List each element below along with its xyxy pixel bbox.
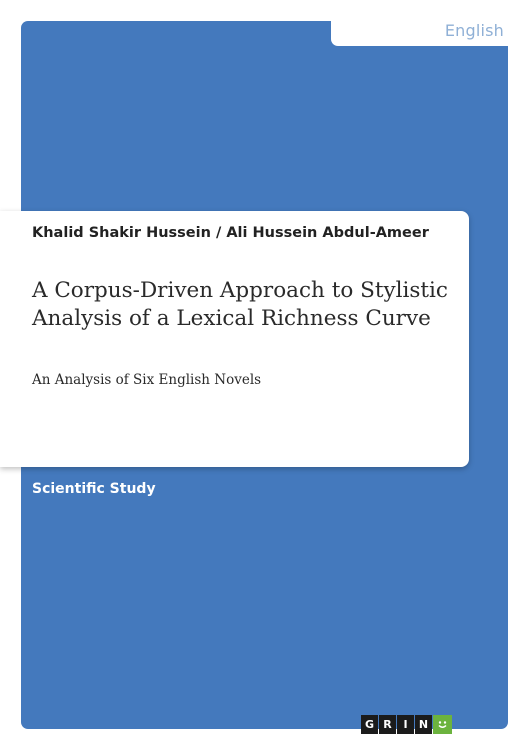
language-label[interactable]: English xyxy=(444,21,504,40)
book-title: A Corpus-Driven Approach to Stylistic Analysis of a Lexical Richness Curve xyxy=(32,278,448,331)
logo-letter: I xyxy=(397,715,414,734)
logo-letter: G xyxy=(361,715,378,734)
logo-letter: R xyxy=(379,715,396,734)
book-authors: Khalid Shakir Hussein / Ali Hussein Abdul-Ameer xyxy=(32,225,429,241)
document-type: Scientific Study xyxy=(32,481,156,497)
smile-icon xyxy=(433,715,452,734)
title-card xyxy=(0,211,469,467)
logo-letter: N xyxy=(415,715,432,734)
publisher-logo xyxy=(361,715,452,734)
book-subtitle: An Analysis of Six English Novels xyxy=(32,372,262,388)
